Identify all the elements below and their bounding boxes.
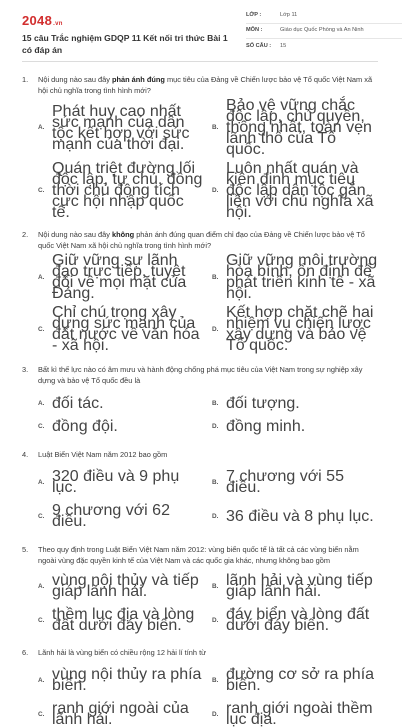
meta-value: 15	[280, 42, 287, 49]
option-text: Giữ vững sự lãnh đạo trực tiếp, tuyệt đối về mọi mặt của Đảng.	[52, 252, 187, 302]
meta-label: LỚP :	[246, 11, 262, 18]
option-letter: D.	[212, 325, 219, 333]
option-text: Chỉ chú trọng xây dựng sức mạnh của đất nước về văn hóa - xã hội.	[52, 304, 200, 354]
option-d[interactable]	[212, 700, 378, 728]
question-text-pre: Lãnh hải là vùng biển có chiều rộng 12 hải lí tính từ	[38, 648, 207, 657]
question-number: 6.	[22, 648, 29, 657]
question-text-post: mục tiêu của Đảng về Chiến lược bảo vệ Tổ quốc Việt Nam xã hội chủ nghĩa trong tình hình mới?	[38, 75, 373, 95]
option-text: 36 điều và 8 phụ lục.	[226, 507, 374, 525]
option-letter: C.	[38, 512, 45, 520]
options-3	[38, 395, 378, 435]
option-text: đối tượng.	[226, 395, 300, 412]
option-text: đồng minh.	[226, 418, 306, 435]
option-a[interactable]	[38, 666, 204, 694]
question-text-pre: Theo quy định trong Luật Biển Việt Nam năm 2012: vùng biển quốc tế là tất cả các vùng biển nằm ngoài vùng đặc quyền kinh tế của Việt Nam và các quốc gia khác, nhưng không bao gồm	[38, 545, 359, 565]
logo-suffix: .vn	[53, 21, 63, 27]
meta-value: Giáo dục Quốc Phòng và An Ninh	[280, 27, 364, 34]
meta-row-subject	[246, 24, 402, 40]
option-text: vùng nội thủy ra phía biển.	[52, 666, 202, 694]
option-letter: D.	[212, 512, 219, 520]
option-letter: A.	[38, 124, 45, 131]
option-text: đáy biển và lòng đất dưới đáy biển.	[226, 606, 370, 634]
question-3	[22, 364, 378, 386]
question-number: 3.	[22, 365, 29, 374]
question-text-bold: không	[111, 230, 135, 239]
option-b[interactable]	[212, 572, 378, 600]
option-letter: D.	[212, 423, 219, 430]
option-c[interactable]	[38, 418, 204, 435]
option-c[interactable]	[38, 304, 204, 354]
question-number: 4.	[22, 450, 29, 459]
option-b[interactable]	[212, 395, 378, 412]
option-letter: B.	[212, 124, 219, 131]
option-c[interactable]	[38, 502, 204, 530]
option-letter: B.	[212, 478, 219, 486]
option-letter: A.	[38, 400, 45, 407]
option-letter: B.	[212, 273, 219, 281]
question-text-pre: Nội dung nào sau đây	[38, 230, 112, 239]
option-d[interactable]	[212, 304, 378, 354]
option-d[interactable]	[212, 505, 378, 527]
option-a[interactable]	[38, 395, 204, 412]
option-letter: C.	[38, 710, 45, 718]
question-text	[38, 229, 378, 251]
option-c[interactable]	[38, 160, 204, 221]
option-text: vùng nội thủy và tiếp giáp lãnh hải.	[52, 572, 199, 600]
options-5	[38, 572, 378, 634]
option-text: thềm lục địa và lòng đất dưới đáy biển.	[52, 606, 195, 634]
header	[22, 0, 378, 62]
question-text-post: phản ánh đúng quan điểm chỉ đạo của Đảng về Chiến lược bảo vệ Tổ quốc Việt Nam xã hội chủ nghĩa trong tình hình mới?	[38, 230, 365, 250]
question-text-pre: Luật Biển Việt Nam năm 2012 bao gồm	[38, 450, 168, 459]
question-1	[22, 74, 378, 118]
meta-value: Lớp 11	[280, 11, 298, 18]
option-letter: A.	[38, 676, 45, 684]
document-title: 15 câu Trắc nghiệm GDQP 11 Kết nối tri thức Bài 1 có đáp án	[22, 33, 228, 55]
option-letter: C.	[38, 325, 45, 333]
question-text	[38, 364, 378, 386]
option-b[interactable]	[212, 666, 378, 694]
option-text: Bảo vệ vững chắc độc lập, chủ quyền, thống nhất, toàn vẹn lãnh thổ của Tổ quốc.	[226, 97, 372, 158]
logo-main: 2048	[22, 13, 53, 28]
meta-table	[246, 8, 402, 54]
question-text-bold: phản ánh đúng	[111, 75, 165, 84]
meta-row-class	[246, 8, 402, 24]
question-number: 5.	[22, 545, 29, 554]
option-letter: C.	[38, 423, 45, 430]
option-text: Luôn nhất quán và kiên định mục tiêu độc lập dân tộc gắn liền với chủ nghĩa xã hội.	[226, 160, 374, 221]
option-text: Phát huy cao nhất sức mạnh của dân tộc kết hợp với sức mạnh của thời đại.	[52, 102, 190, 153]
option-letter: D.	[212, 710, 219, 718]
option-c[interactable]	[38, 700, 204, 728]
question-text-pre: Bất kì thế lực nào có âm mưu và hành động chống phá mục tiêu của Việt Nam trong sự nghiệp xây dựng và bảo vệ Tổ quốc đều là	[38, 365, 363, 385]
option-text: đường cơ sở ra phía biển.	[226, 666, 375, 694]
meta-row-count	[246, 39, 402, 54]
question-text	[38, 449, 378, 460]
question-list	[22, 74, 378, 728]
option-a[interactable]	[38, 572, 204, 600]
option-d[interactable]	[212, 606, 378, 634]
option-c[interactable]	[38, 606, 204, 634]
options-4	[38, 468, 378, 530]
option-letter: A.	[38, 582, 45, 590]
meta-label: MÔN :	[246, 27, 263, 34]
question-number: 2.	[22, 230, 29, 239]
option-text: ranh giới ngoài của lãnh hải.	[52, 700, 189, 728]
option-d[interactable]	[212, 160, 378, 221]
option-text: 320 điều và 9 phụ lục.	[52, 468, 180, 496]
question-2	[22, 229, 378, 273]
question-text-pre: Nội dung nào sau đây	[38, 75, 112, 84]
question-6	[22, 647, 378, 658]
option-letter: C.	[38, 187, 45, 194]
question-text	[38, 74, 378, 96]
question-4	[22, 449, 378, 460]
option-d[interactable]	[212, 418, 378, 435]
option-letter: A.	[38, 478, 45, 486]
option-letter: D.	[212, 187, 219, 194]
question-text	[38, 544, 378, 566]
option-a[interactable]	[38, 468, 204, 496]
option-text: lãnh hải và vùng tiếp giáp lãnh hải.	[226, 572, 373, 600]
question-text	[38, 647, 378, 658]
option-letter: D.	[212, 616, 219, 624]
question-number: 1.	[22, 75, 29, 84]
option-text: 9 chương với 62 điều.	[52, 502, 170, 530]
option-letter: C.	[38, 616, 45, 624]
option-text: ranh giới ngoài thềm lục địa.	[226, 700, 373, 728]
option-letter: A.	[38, 273, 45, 281]
meta-label: SỐ CÂU :	[246, 42, 272, 49]
option-text: Kết hợp chặt chẽ hai nhiệm vụ chiến lược xây dựng và bảo vệ Tổ quốc.	[226, 304, 374, 354]
option-text: Quán triệt đường lối độc lập, tự chủ, đồng thời chủ động tích cực hội nhập quốc tế.	[52, 160, 203, 221]
question-5	[22, 544, 378, 566]
option-text: đối tác.	[52, 395, 104, 412]
option-b[interactable]	[212, 468, 378, 496]
option-letter: B.	[212, 582, 219, 590]
option-text: 7 chương với 55 điều.	[226, 468, 344, 496]
option-letter: B.	[212, 676, 219, 684]
option-text: đồng đội.	[52, 418, 118, 435]
option-text: Giữ vững môi trường hòa bình, ổn định để phát triển kinh tế - xã hội.	[226, 252, 378, 302]
site-logo[interactable]	[22, 13, 63, 28]
option-letter: B.	[212, 400, 219, 407]
options-6	[38, 666, 378, 728]
